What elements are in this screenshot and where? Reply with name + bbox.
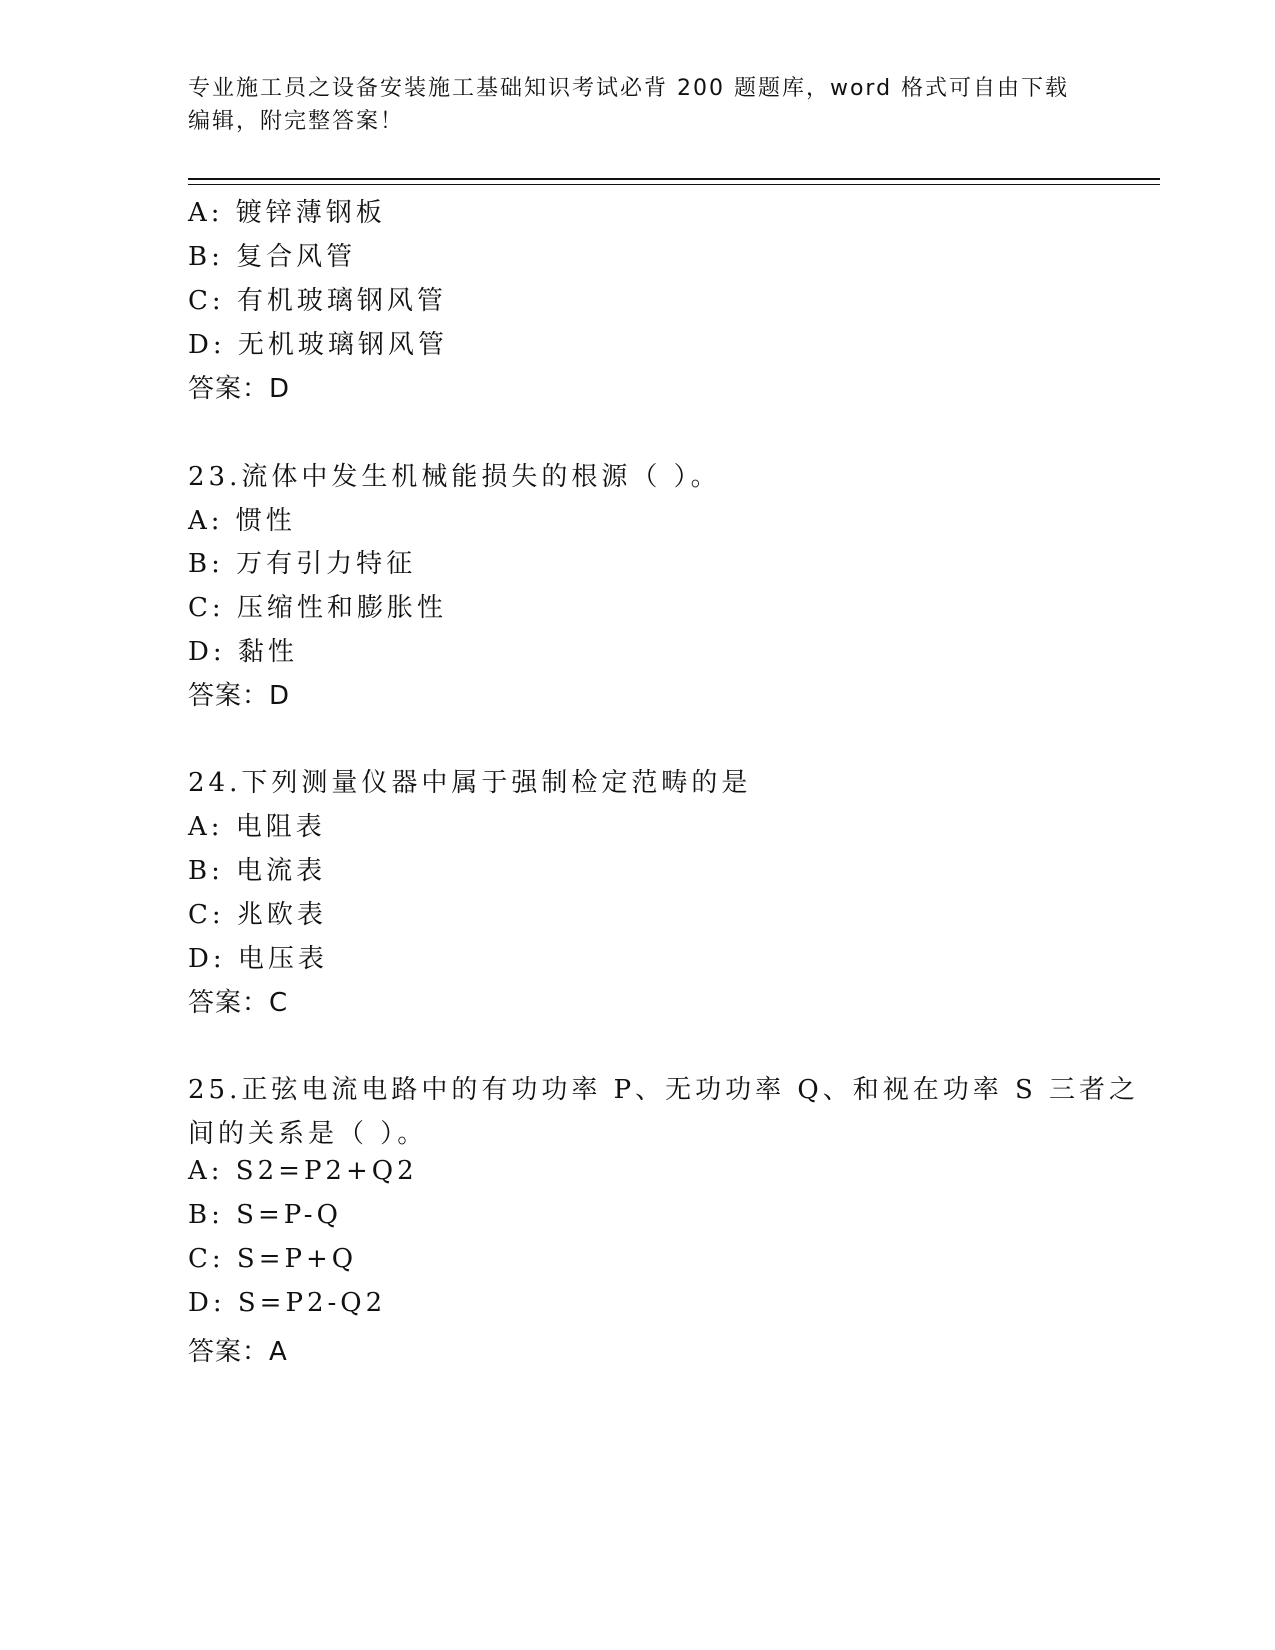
q24-option-b: B: 电流表: [188, 856, 327, 886]
q24-answer: 答案：C: [188, 988, 289, 1018]
q25-answer: 答案：A: [188, 1337, 288, 1367]
q25-option-b: B: S=P-Q: [188, 1200, 342, 1230]
question-25-line-2: 间的关系是（ ）。: [188, 1119, 428, 1149]
q23-answer: 答案：D: [188, 681, 291, 711]
header-divider-thin: [188, 184, 1160, 185]
q25-option-d: D: S=P2-Q2: [188, 1288, 387, 1318]
header-divider-thick: [188, 178, 1160, 180]
question-24: 24.下列测量仪器中属于强制检定范畴的是: [188, 768, 752, 798]
q25-option-c: C: S=P+Q: [188, 1244, 358, 1274]
prev-option-b: B: 复合风管: [188, 242, 357, 272]
q23-option-d: D: 黏性: [188, 637, 298, 667]
question-25-line-1: 25.正弦电流电路中的有功功率 P、无功功率 Q、和视在功率 S 三者之: [188, 1075, 1140, 1105]
prev-answer: 答案：D: [188, 374, 291, 404]
q23-option-c: C: 压缩性和膨胀性: [188, 593, 447, 623]
prev-option-a: A: 镀锌薄钢板: [188, 198, 386, 228]
header-line-2: 编辑，附完整答案！: [188, 109, 405, 134]
q24-option-c: C: 兆欧表: [188, 900, 327, 930]
question-23: 23.流体中发生机械能损失的根源（ ）。: [188, 462, 721, 492]
document-header: [188, 72, 1088, 138]
q24-option-d: D: 电压表: [188, 944, 328, 974]
q23-option-a: A: 惯性: [188, 506, 296, 536]
header-line-1: 专业施工员之设备安装施工基础知识考试必背 200 题题库，word 格式可自由下载: [188, 76, 1070, 101]
q24-option-a: A: 电阻表: [188, 812, 326, 842]
prev-option-d: D: 无机玻璃钢风管: [188, 330, 448, 360]
prev-option-c: C: 有机玻璃钢风管: [188, 286, 447, 316]
q25-option-a: A: S2=P2+Q2: [188, 1156, 418, 1186]
q23-option-b: B: 万有引力特征: [188, 549, 417, 579]
